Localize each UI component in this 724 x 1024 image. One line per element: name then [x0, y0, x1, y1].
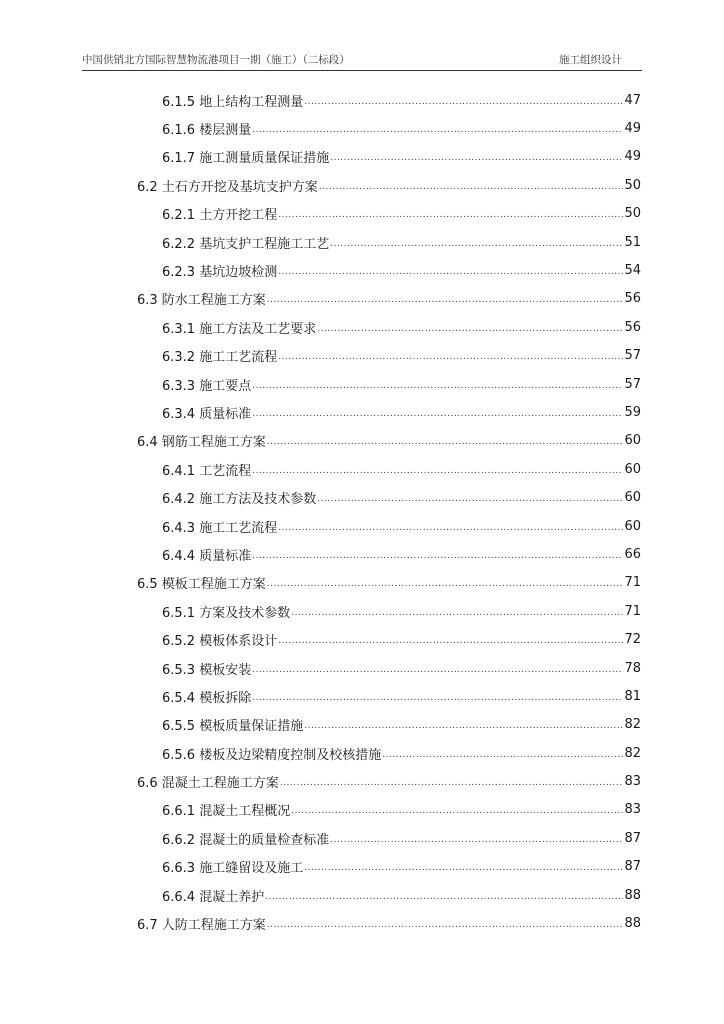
- toc-leader-dots: [304, 94, 623, 107]
- toc-entry-page-number: 51: [624, 234, 641, 250]
- toc-entry-label: 6.4.2 施工方法及技术参数: [162, 492, 317, 508]
- toc-entry-label: 6.6.1 混凝土工程概况: [162, 804, 291, 820]
- toc-leader-dots: [304, 860, 623, 873]
- toc-leader-dots: [252, 378, 623, 391]
- toc-entry-label: 6.7 人防工程施工方案: [137, 918, 266, 934]
- toc-entry[interactable]: [0, 796, 724, 824]
- toc-entry-label: 6.2 土石方开挖及基坑支护方案: [137, 179, 318, 195]
- toc-leader-dots: [252, 662, 623, 675]
- toc-entry-label: 6.5.3 模板安装: [162, 662, 252, 678]
- toc-leader-dots: [252, 406, 623, 419]
- toc-entry-page-number: 60: [624, 461, 641, 477]
- toc-leader-dots: [317, 491, 623, 504]
- toc-entry-page-number: 57: [624, 376, 641, 392]
- toc-entry-label: 6.3.4 质量标准: [162, 406, 252, 422]
- toc-entry-label: 6.1.6 楼层测量: [162, 123, 252, 139]
- toc-entry[interactable]: [0, 285, 724, 313]
- toc-entry-label: 6.2.1 土方开挖工程: [162, 208, 278, 224]
- toc-leader-dots: [252, 690, 623, 703]
- toc-entry-label: 6.5.2 模板体系设计: [162, 634, 278, 650]
- toc-leader-dots: [267, 576, 624, 589]
- toc-entry[interactable]: [0, 143, 724, 171]
- toc-leader-dots: [280, 775, 624, 788]
- toc-entry-page-number: 59: [624, 404, 641, 420]
- toc-leader-dots: [304, 718, 623, 731]
- toc-entry-label: 6.3.3 施工要点: [162, 378, 252, 394]
- toc-entry-page-number: 56: [624, 319, 641, 335]
- toc-entry-page-number: 83: [624, 802, 641, 818]
- toc-entry-page-number: 88: [624, 887, 641, 903]
- toc-entry-page-number: 50: [624, 206, 641, 222]
- toc-leader-dots: [267, 292, 624, 305]
- toc-entry[interactable]: [0, 427, 724, 455]
- toc-entry-page-number: 87: [624, 830, 641, 846]
- toc-entry[interactable]: [0, 739, 724, 767]
- toc-entry[interactable]: [0, 625, 724, 653]
- toc-entry-label: 6.6.3 施工缝留设及施工: [162, 861, 304, 877]
- toc-leader-dots: [252, 463, 623, 476]
- toc-entry[interactable]: [0, 171, 724, 199]
- toc-entry[interactable]: [0, 200, 724, 228]
- toc-leader-dots: [330, 832, 623, 845]
- toc-leader-dots: [278, 264, 623, 277]
- toc-leader-dots: [278, 207, 623, 220]
- toc-entry[interactable]: [0, 398, 724, 426]
- toc-entry[interactable]: [0, 114, 724, 142]
- toc-entry-page-number: 49: [624, 121, 641, 137]
- toc-leader-dots: [291, 803, 623, 816]
- toc-entry-page-number: 82: [624, 717, 641, 733]
- toc-entry-label: 6.5.6 楼板及边梁精度控制及校核措施: [162, 747, 382, 763]
- toc-entry[interactable]: [0, 569, 724, 597]
- toc-entry-page-number: 66: [624, 546, 641, 562]
- table-of-contents: [0, 86, 724, 938]
- toc-entry-label: 6.6.2 混凝土的质量检查标准: [162, 832, 330, 848]
- toc-entry-page-number: 50: [624, 177, 641, 193]
- toc-entry-label: 6.5.1 方案及技术参数: [162, 605, 291, 621]
- toc-entry-label: 6.3.2 施工工艺流程: [162, 350, 278, 366]
- toc-entry-label: 6.5.4 模板拆除: [162, 690, 252, 706]
- toc-leader-dots: [278, 349, 623, 362]
- toc-entry[interactable]: [0, 342, 724, 370]
- header-project-title: 中国供销北方国际智慧物流港项目一期（施工）（二标段）: [82, 54, 350, 66]
- header-document-title: 施工组织设计: [559, 54, 622, 66]
- toc-entry[interactable]: [0, 455, 724, 483]
- toc-entry-page-number: 54: [624, 263, 641, 279]
- toc-entry[interactable]: [0, 853, 724, 881]
- toc-leader-dots: [267, 917, 624, 930]
- toc-entry[interactable]: [0, 256, 724, 284]
- toc-entry-label: 6.6.4 混凝土养护: [162, 889, 265, 905]
- toc-entry[interactable]: [0, 86, 724, 114]
- toc-entry-label: 6.4 钢筋工程施工方案: [137, 435, 266, 451]
- toc-entry-label: 6.6 混凝土工程施工方案: [137, 776, 279, 792]
- toc-entry-page-number: 49: [624, 149, 641, 165]
- toc-leader-dots: [278, 520, 623, 533]
- toc-entry[interactable]: [0, 909, 724, 937]
- toc-entry-page-number: 60: [624, 490, 641, 506]
- toc-entry-label: 6.3.1 施工方法及工艺要求: [162, 321, 317, 337]
- toc-entry-page-number: 78: [624, 660, 641, 676]
- toc-entry[interactable]: [0, 711, 724, 739]
- toc-leader-dots: [267, 434, 624, 447]
- toc-entry-label: 6.4.3 施工工艺流程: [162, 520, 278, 536]
- toc-leader-dots: [252, 122, 623, 135]
- toc-leader-dots: [278, 633, 623, 646]
- toc-entry-page-number: 56: [624, 291, 641, 307]
- toc-entry[interactable]: [0, 512, 724, 540]
- toc-entry[interactable]: [0, 228, 724, 256]
- toc-entry-page-number: 47: [624, 92, 641, 108]
- toc-entry-page-number: 60: [624, 518, 641, 534]
- toc-entry-page-number: 60: [624, 433, 641, 449]
- toc-entry-page-number: 83: [624, 774, 641, 790]
- toc-leader-dots: [252, 548, 623, 561]
- toc-leader-dots: [330, 236, 623, 249]
- toc-entry[interactable]: [0, 767, 724, 795]
- toc-entry-page-number: 81: [624, 688, 641, 704]
- toc-entry-label: 6.5.5 模板质量保证措施: [162, 719, 304, 735]
- toc-leader-dots: [291, 605, 623, 618]
- toc-entry-page-number: 72: [624, 632, 641, 648]
- toc-entry[interactable]: [0, 881, 724, 909]
- toc-leader-dots: [265, 889, 623, 902]
- toc-entry-label: 6.2.2 基坑支护工程施工工艺: [162, 236, 330, 252]
- toc-leader-dots: [330, 150, 623, 163]
- toc-entry-page-number: 57: [624, 348, 641, 364]
- toc-entry-label: 6.5 模板工程施工方案: [137, 577, 266, 593]
- toc-entry-label: 6.4.1 工艺流程: [162, 463, 252, 479]
- toc-leader-dots: [317, 321, 623, 334]
- toc-entry[interactable]: [0, 540, 724, 568]
- toc-leader-dots: [382, 747, 623, 760]
- toc-entry-label: 6.1.5 地上结构工程测量: [162, 94, 304, 110]
- toc-entry-page-number: 71: [624, 575, 641, 591]
- toc-entry[interactable]: [0, 824, 724, 852]
- toc-entry-page-number: 87: [624, 859, 641, 875]
- toc-entry[interactable]: [0, 483, 724, 511]
- toc-entry-page-number: 82: [624, 745, 641, 761]
- toc-entry-label: 6.4.4 质量标准: [162, 548, 252, 564]
- toc-entry[interactable]: [0, 370, 724, 398]
- toc-entry[interactable]: [0, 654, 724, 682]
- toc-entry-label: 6.3 防水工程施工方案: [137, 293, 266, 309]
- toc-entry-page-number: 88: [624, 916, 641, 932]
- page-header: [82, 48, 642, 71]
- toc-entry-label: 6.2.3 基坑边坡检测: [162, 265, 278, 281]
- toc-entry[interactable]: [0, 597, 724, 625]
- toc-leader-dots: [319, 179, 624, 192]
- toc-entry-label: 6.1.7 施工测量质量保证措施: [162, 151, 330, 167]
- toc-entry-page-number: 71: [624, 603, 641, 619]
- toc-entry[interactable]: [0, 682, 724, 710]
- toc-entry[interactable]: [0, 313, 724, 341]
